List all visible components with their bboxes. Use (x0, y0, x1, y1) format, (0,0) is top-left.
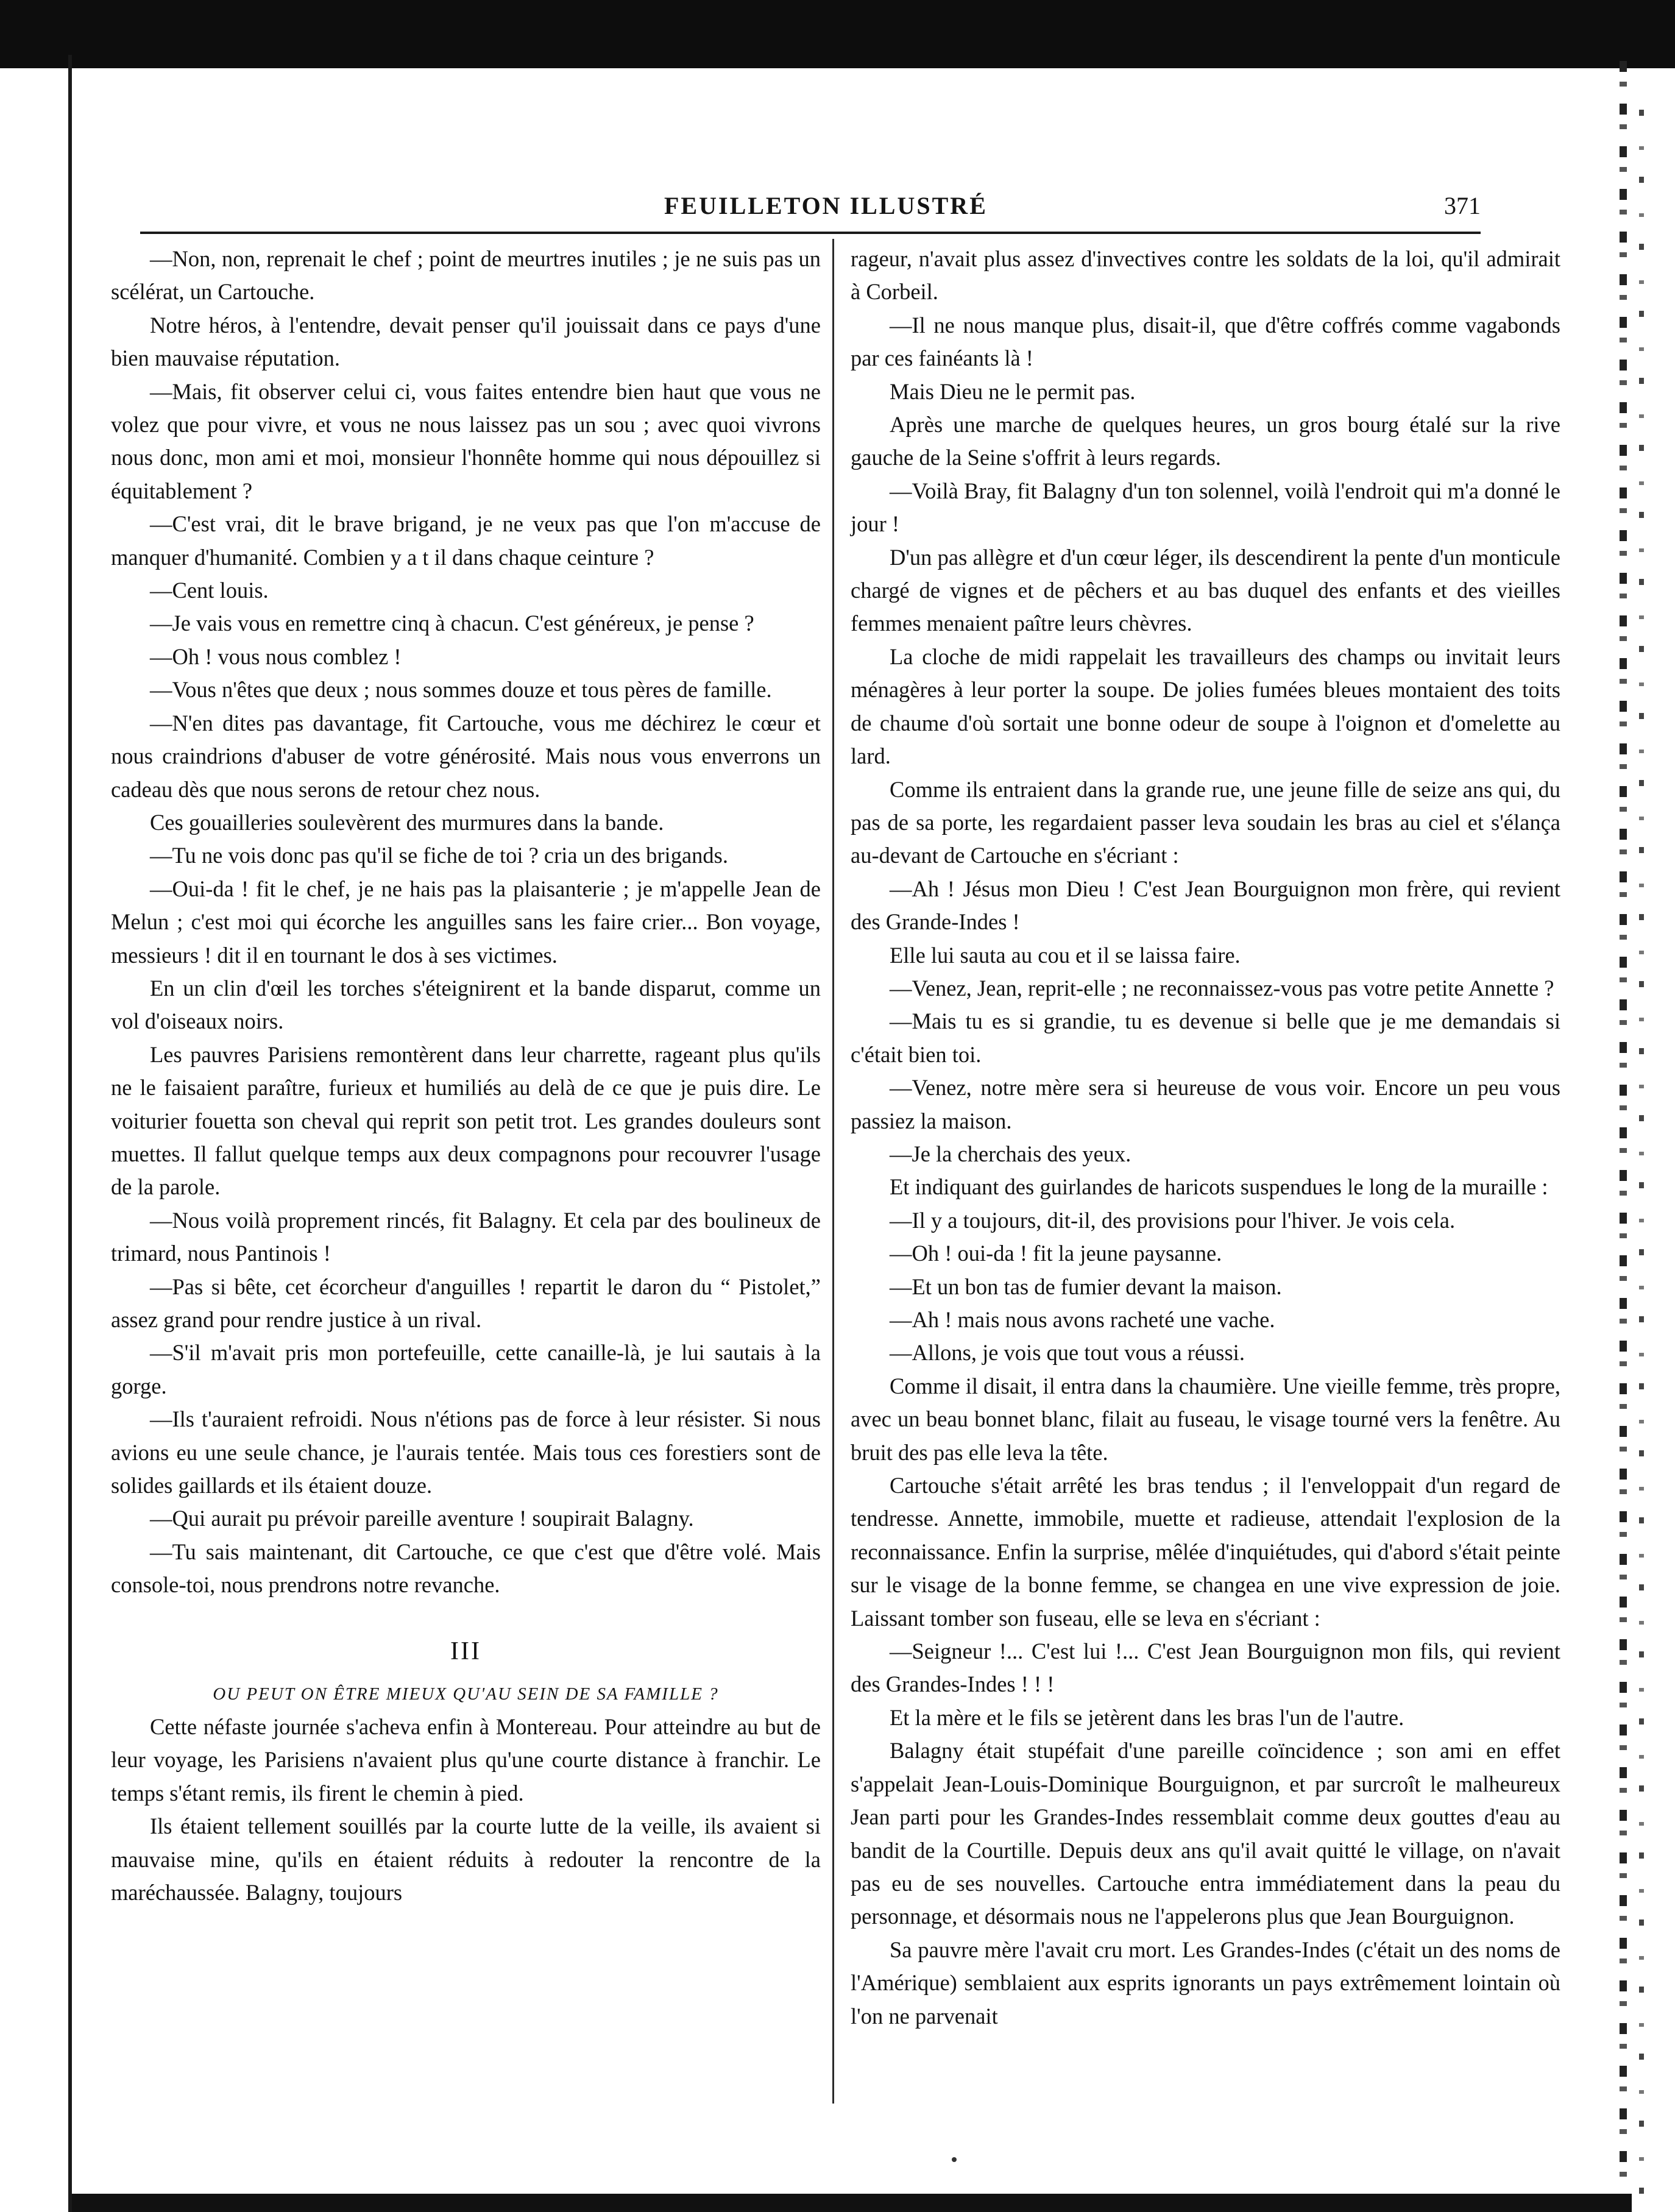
right-column (851, 243, 1560, 2033)
paragraph: —Vous n'êtes que deux ; nous sommes douze et tous pères de famille. (150, 677, 772, 703)
paragraph: —N'en dites pas davantage, fit Cartouche, vous me déchirez le cœur et nous craindrions d'abuser de votre générosité. Mais nous vous enverrons un cadeau dès que nous serons de retour chez nous. (111, 710, 821, 802)
paragraph: En un clin d'œil les torches s'éteignirent et la bande disparut, comme un vol d'oiseaux noirs. (111, 975, 821, 1034)
paragraph: La cloche de midi rappelait les travailleurs des champs ou invitait leurs ménagères à leur porter la soupe. De jolies fumées bleues montaient des toits de chaume d'où sortait une bonne odeur de soupe à l'oignon et d'omelette au lard. (851, 643, 1560, 769)
paragraph: —Oh ! oui-da ! fit la jeune paysanne. (890, 1241, 1222, 1266)
paragraph: —Pas si bête, cet écorcheur d'anguilles ! repartit le daron du “ Pistolet,” assez grand pour rendre justice à un rival. (111, 1274, 821, 1332)
paragraph: Ils étaient tellement souillés par la courte lutte de la veille, ils avaient si mauvaise mine, qu'ils en étaient réduits à redouter la rencontre de la maréchaussée. Balagny, toujours (111, 1813, 821, 1905)
paragraph: Ces gouailleries soulevèrent des murmures dans la bande. (150, 809, 664, 835)
paragraph: Comme il disait, il entra dans la chaumière. Une vieille femme, très propre, avec un beau bonnet blanc, filait au fuseau, le visage tourné vers la fenêtre. Au bruit des pas elle leva la tête. (851, 1373, 1560, 1465)
paragraph: Elle lui sauta au cou et il se laissa faire. (890, 942, 1241, 968)
scan-top-border (0, 0, 1675, 68)
paragraph: —Venez, Jean, reprit-elle ; ne reconnaissez-vous pas votre petite Annette ? (890, 975, 1554, 1001)
paragraph: —Cent louis. (150, 578, 269, 603)
paragraph: —Nous voilà proprement rincés, fit Balagny. Et cela par des boulineux de trimard, nous Pantinois ! (111, 1207, 821, 1266)
paragraph: Et la mère et le fils se jetèrent dans les bras l'un de l'autre. (890, 1704, 1404, 1730)
paragraph: —Venez, notre mère sera si heureuse de vous voir. Encore un peu vous passiez la maison. (851, 1075, 1560, 1133)
paragraph: Après une marche de quelques heures, un gros bourg étalé sur la rive gauche de la Seine s'offrit à leurs regards. (851, 412, 1560, 470)
paragraph: —Seigneur !... C'est lui !... C'est Jean Bourguignon mon fils, qui revient des Grandes-Indes ! ! ! (851, 1639, 1560, 1697)
paragraph: Comme ils entraient dans la grande rue, une jeune fille de seize ans qui, du pas de sa porte, les regardaient passer leva soudain les bras au ciel et s'élança au-devant de Cartouche en s'écriant : (851, 776, 1560, 868)
paragraph: —Il ne nous manque plus, disait-il, que d'être coffrés comme vagabonds par ces fainéants là ! (851, 312, 1560, 371)
paragraph: Et indiquant des guirlandes de haricots suspendues le long de la muraille : (890, 1174, 1548, 1200)
scan-speck (952, 2157, 957, 2162)
page-number: 371 (1444, 192, 1481, 219)
paragraph: —Qui aurait pu prévoir pareille aventure ! soupirait Balagny. (150, 1506, 694, 1531)
paragraph: rageur, n'avait plus assez d'invectives contre les soldats de la loi, qu'il admirait à Corbeil. (851, 246, 1560, 305)
column-divider (832, 239, 834, 2104)
paragraph: Notre héros, à l'entendre, devait penser qu'il jouissait dans ce pays d'une bien mauvaise réputation. (111, 312, 821, 371)
paragraph: —C'est vrai, dit le brave brigand, je ne veux pas que l'on m'accuse de manquer d'humanité. Combien y a t il dans chaque ceinture ? (111, 511, 821, 570)
paragraph: —Tu sais maintenant, dit Cartouche, ce que c'est que d'être volé. Mais console-toi, nous prendrons notre revanche. (111, 1539, 821, 1598)
paragraph: —Mais tu es si grandie, tu es devenue si belle que je me demandais si c'était bien toi. (851, 1009, 1560, 1067)
paragraph: —Et un bon tas de fumier devant la maison. (890, 1274, 1282, 1299)
paragraph: —Allons, je vois que tout vous a réussi. (890, 1340, 1245, 1366)
scan-right-edge (1620, 61, 1627, 2212)
paragraph: —Voilà Bray, fit Balagny d'un ton solennel, voilà l'endroit qui m'a donné le jour ! (851, 478, 1560, 537)
paragraph: —Ah ! Jésus mon Dieu ! C'est Jean Bourguignon mon frère, qui revient des Grande-Indes ! (851, 876, 1560, 935)
header-rule (140, 232, 1481, 234)
paragraph: —Ils t'auraient refroidi. Nous n'étions pas de force à leur résister. Si nous avions eu une seule chance, je l'aurais tentée. Mais tous ces forestiers sont de solides gaillards et ils étaient douze. (111, 1406, 821, 1498)
paragraph: Sa pauvre mère l'avait cru mort. Les Grandes-Indes (c'était un des noms de l'Amérique) semblaient aux esprits ignorants un pays extrêmement lointain où l'on ne parvenait (851, 1937, 1560, 2029)
paragraph: Les pauvres Parisiens remontèrent dans leur charrette, rageant plus qu'ils ne le faisaient paraître, furieux et humiliés au delà de ce que je puis dire. Le voiturier fouetta son cheval qui reprit son petit trot. Les grandes douleurs sont muettes. Il fallut quelque temps aux deux compagnons pour recouvrer l'usage de la parole. (111, 1041, 821, 1200)
paragraph: —Tu ne vois donc pas qu'il se fiche de toi ? cria un des brigands. (150, 843, 728, 868)
chapter-title: OU PEUT ON ÊTRE MIEUX QU'AU SEIN DE SA FAMILLE ? (213, 1684, 719, 1704)
paragraph: —Non, non, reprenait le chef ; point de meurtres inutiles ; je ne suis pas un scélérat, un Cartouche. (111, 246, 821, 305)
scan-left-border (68, 55, 72, 2212)
paragraph: —Je la cherchais des yeux. (890, 1141, 1131, 1166)
running-title: FEUILLETON ILLUSTRÉ (664, 192, 988, 219)
paragraph: —S'il m'avait pris mon portefeuille, cette canaille-là, je lui sautais à la gorge. (111, 1340, 821, 1398)
scan-bottom-border (72, 2194, 1632, 2212)
paragraph: —Oh ! vous nous comblez ! (150, 643, 402, 669)
paragraph: Cartouche s'était arrêté les bras tendus ; il l'enveloppait d'un regard de tendresse. Annette, immobile, muette et radieuse, attendait l'explosion de la reconnaissance. Enfin la surprise, mêlée d'inquiétudes, qui d'abord s'était peinte sur le visage de la bonne femme, se changea en une vive expression de joie. Laissant tomber son fuseau, elle se leva en s'écriant : (851, 1473, 1560, 1631)
scan-right-edge-noise (1639, 110, 1644, 2212)
paragraph: —Je vais vous en remettre cinq à chacun. C'est généreux, je pense ? (150, 611, 754, 636)
paragraph: —Ah ! mais nous avons racheté une vache. (890, 1307, 1275, 1332)
paragraph: —Mais, fit observer celui ci, vous faites entendre bien haut que vous ne volez que pour vivre, et vous ne nous laissez pas un sou ; avec quoi vivrons nous donc, mon ami et moi, monsieur l'honnête homme qui nous dépouillez si équitablement ? (111, 378, 821, 503)
left-column (111, 243, 821, 1910)
paragraph: —Oui-da ! fit le chef, je ne hais pas la plaisanterie ; je m'appelle Jean de Melun ; c'est moi qui écorche les anguilles sans les faire crier... Bon voyage, messieurs ! dit il en tournant le dos à ses victimes. (111, 876, 821, 968)
page-header (664, 191, 1481, 228)
paragraph: D'un pas allègre et d'un cœur léger, ils descendirent la pente d'un monticule chargé de vignes et de pêchers et au bas duquel des enfants et des vieilles femmes menaient paître leurs chèvres. (851, 544, 1560, 636)
paragraph: —Il y a toujours, dit-il, des provisions pour l'hiver. Je vois cela. (890, 1207, 1456, 1233)
paragraph: Mais Dieu ne le permit pas. (890, 378, 1136, 404)
paragraph: Cette néfaste journée s'acheva enfin à Montereau. Pour atteindre au but de leur voyage, les Parisiens n'avaient plus qu'une courte distance à franchir. Le temps s'étant remis, ils firent le chemin à pied. (111, 1714, 821, 1806)
chapter-number: III (450, 1637, 481, 1665)
paragraph: Balagny était stupéfait d'une pareille coïncidence ; son ami en effet s'appelait Jean-Louis-Dominique Bourguignon, et par surcroît le malheureux Jean parti pour les Grandes-Indes ressemblait comme deux gouttes d'eau au bandit de la Courtille. Depuis deux ans qu'il avait quitté le village, on n'avait pas eu de ses nouvelles. Cartouche entra immédiatement dans la peau du personnage, et désormais nous ne l'appelerons plus que Jean Bourguignon. (851, 1738, 1560, 1929)
